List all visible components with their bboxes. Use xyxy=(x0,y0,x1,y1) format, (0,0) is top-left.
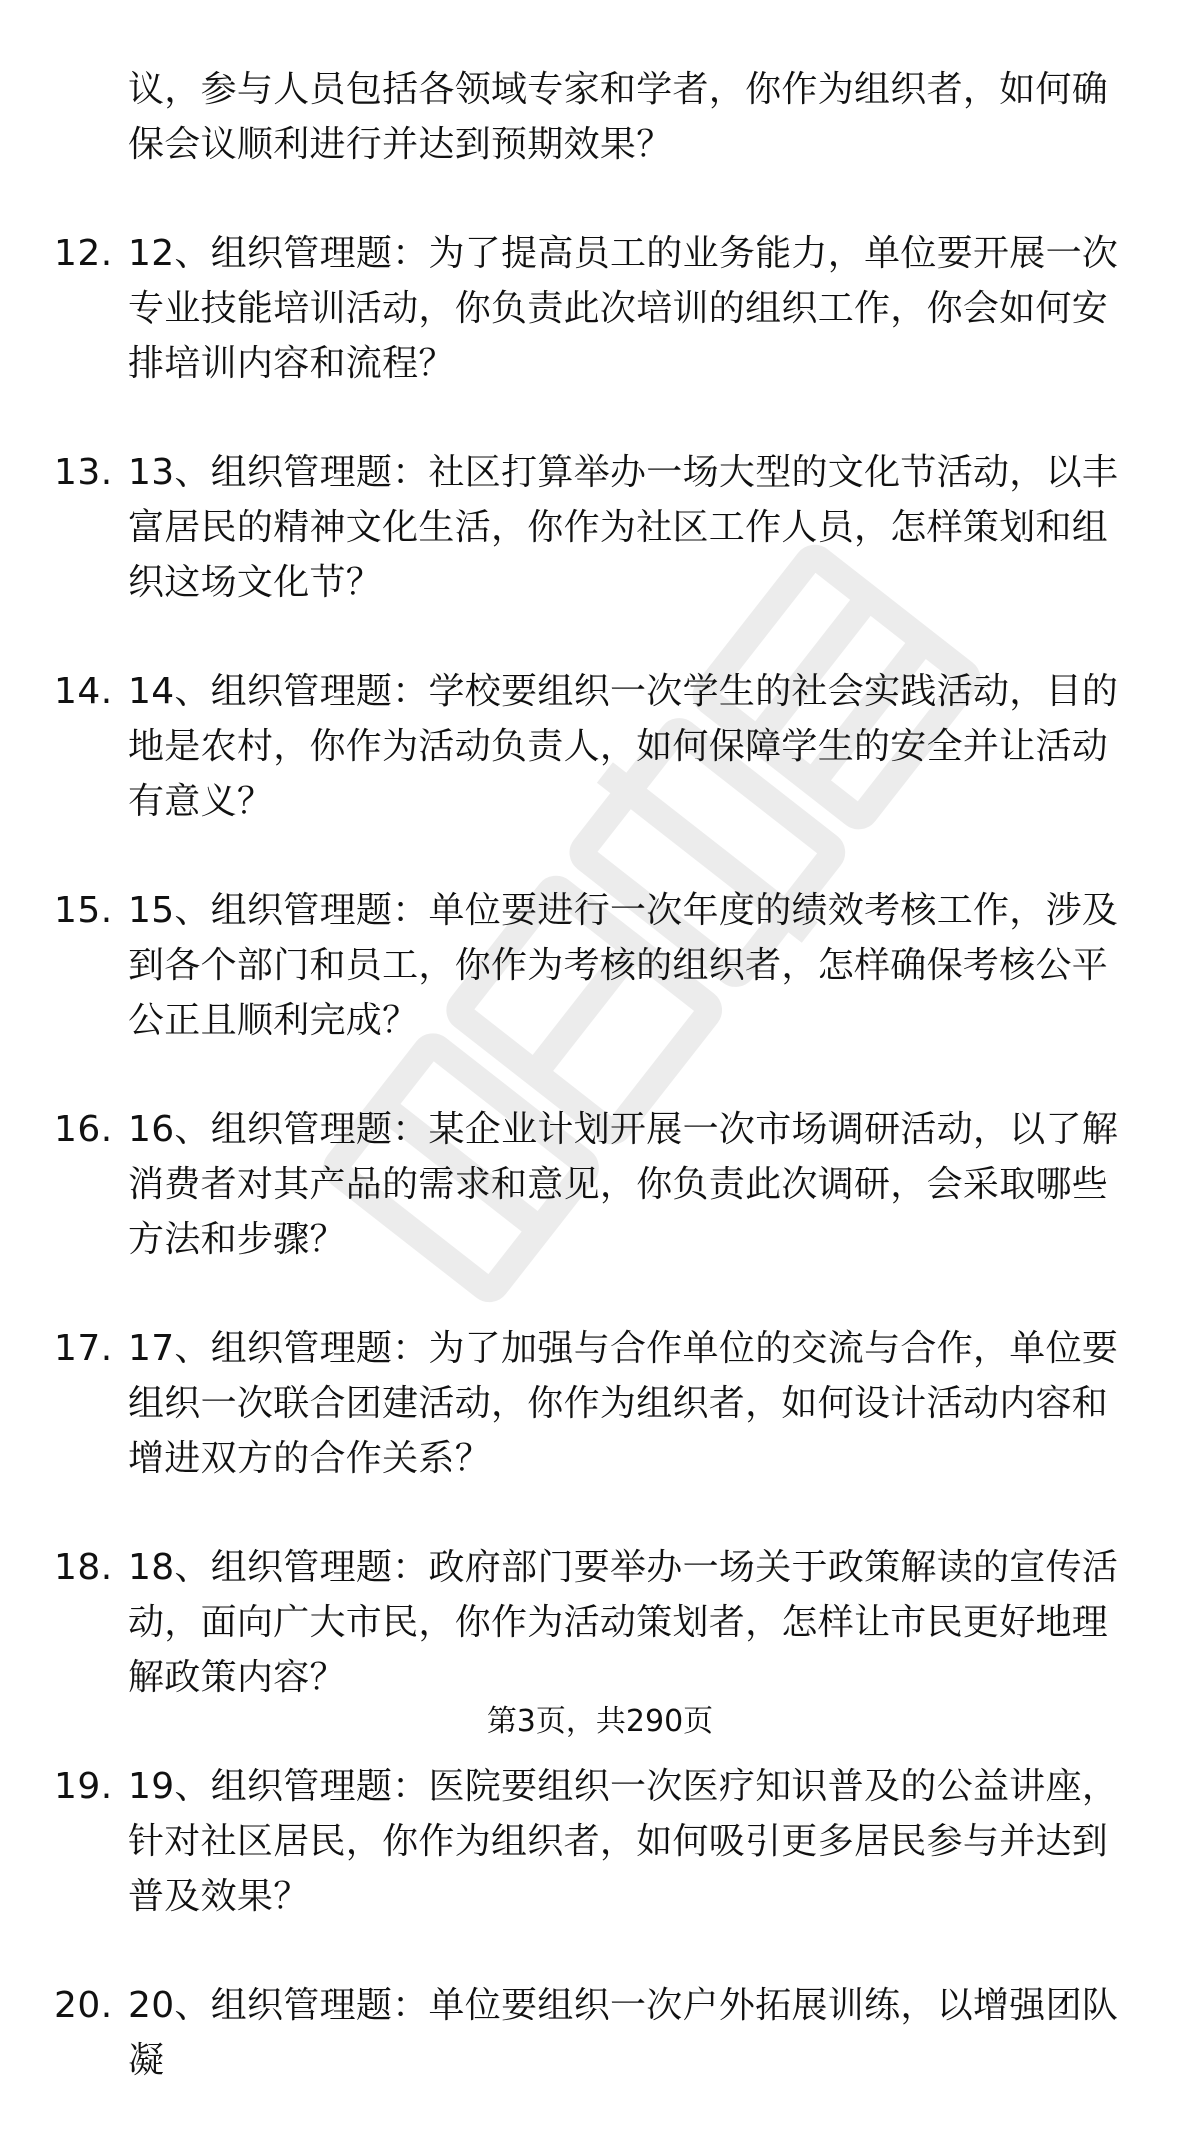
intro-paragraph: 议，参与人员包括各领域专家和学者，你作为组织者，如何确保会议顺利进行并达到预期效果？ xyxy=(128,69,1109,165)
question-text: 16、组织管理题：某企业计划开展一次市场调研活动，以了解消费者对其产品的需求和意见，你负责此次调研，会采取哪些方法和步骤？ xyxy=(128,1109,1119,1260)
question-text: 18、组织管理题：政府部门要举办一场关于政策解读的宣传活动，面向广大市民，你作为活动策划者，怎样让市民更好地理解政策内容？ xyxy=(128,1547,1119,1698)
question-number: 14. xyxy=(54,671,113,712)
question-text: 13、组织管理题：社区打算举办一场大型的文化节活动，以丰富居民的精神文化生活，你作为社区工作人员，怎样策划和组织这场文化节？ xyxy=(128,452,1119,603)
question-text: 17、组织管理题：为了加强与合作单位的交流与合作，单位要组织一次联合团建活动，你作为组织者，如何设计活动内容和增进双方的合作关系？ xyxy=(128,1328,1119,1479)
question-number: 18. xyxy=(54,1547,113,1588)
question-number: 17. xyxy=(54,1328,113,1369)
question-item-17 xyxy=(0,1321,1200,1486)
question-number: 15. xyxy=(54,890,113,931)
question-text: 15、组织管理题：单位要进行一次年度的绩效考核工作，涉及到各个部门和员工，你作为考核的组织者，怎样确保考核公平公正且顺利完成？ xyxy=(128,890,1119,1041)
page-footer: 第3页，共290页 xyxy=(486,1704,714,1739)
question-text: 20、组织管理题：单位要组织一次户外拓展训练，以增强团队凝 xyxy=(128,1985,1119,2081)
question-item-19 xyxy=(0,1759,1200,1924)
question-number: 20. xyxy=(54,1985,113,2026)
question-item-13 xyxy=(0,445,1200,610)
question-text: 19、组织管理题：医院要组织一次医疗知识普及的公益讲座，针对社区居民，你作为组织者，如何吸引更多居民参与并达到普及效果？ xyxy=(128,1766,1119,1917)
question-item-15 xyxy=(0,883,1200,1048)
question-number: 13. xyxy=(54,452,113,493)
question-item-12 xyxy=(0,226,1200,391)
question-item-20 xyxy=(0,1978,1200,2088)
question-item-18 xyxy=(0,1540,1200,1705)
question-number: 16. xyxy=(54,1109,113,1150)
question-text: 14、组织管理题：学校要组织一次学生的社会实践活动，目的地是农村，你作为活动负责人，如何保障学生的安全并让活动有意义？ xyxy=(128,671,1119,822)
question-item-14 xyxy=(0,664,1200,829)
question-item-16 xyxy=(0,1102,1200,1267)
question-text: 12、组织管理题：为了提高员工的业务能力，单位要开展一次专业技能培训活动，你负责此次培训的组织工作，你会如何安排培训内容和流程？ xyxy=(128,233,1119,384)
question-list xyxy=(0,62,1200,2142)
question-number: 19. xyxy=(54,1766,113,1807)
question-number: 12. xyxy=(54,233,113,274)
